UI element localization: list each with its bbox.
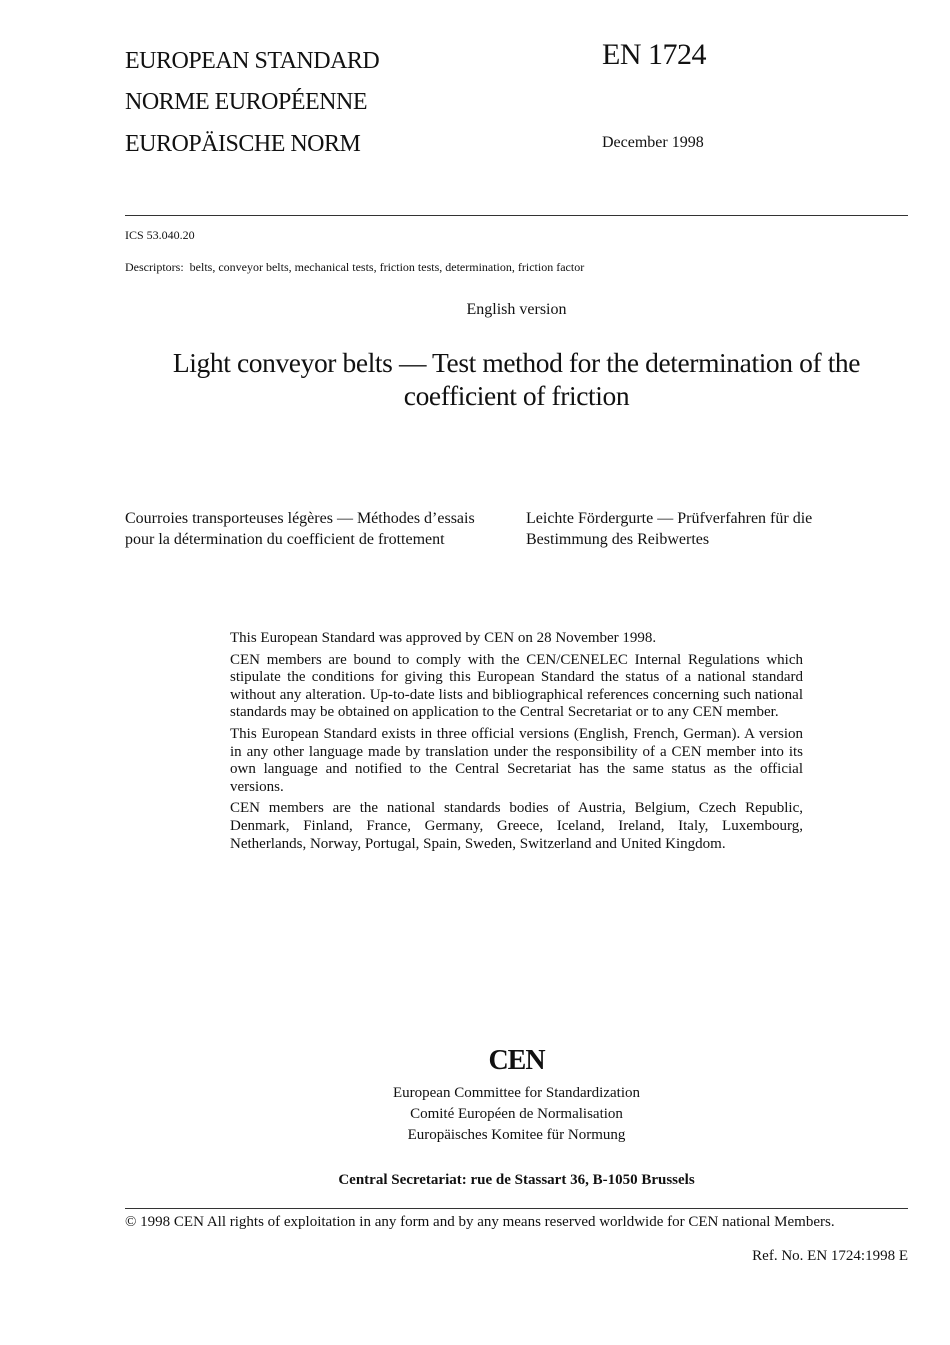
language-version: English version [466,301,567,318]
approval-paragraph: CEN members are the national standards bodies of Austria, Belgium, Czech Republic, Denmark, Finland, France, Germany, Greece, Iceland, Ireland, Italy, Luxembourg, Netherlands, Norway, Portugal, Spain, Sweden, Switzerland and United Kingdom. [230,800,803,852]
publication-date: December 1998 [602,134,704,151]
standard-number: EN 1724 [602,38,706,71]
german-title: Leichte Fördergurte — Prüfverfahren für die Bestimmung des Reibwertes [526,510,813,548]
central-secretariat: Central Secretariat: rue de Stassart 36, B-1050 Brussels [338,1172,695,1188]
standard-name-french: NORME EUROPÉENNE [125,89,367,115]
cen-name-german: Europäisches Komitee für Normung [407,1127,626,1143]
approval-paragraph: This European Standard was approved by CEN on 28 November 1998. [230,630,657,646]
standard-name-german: EUROPÄISCHE NORM [125,131,361,157]
reference-number: Ref. No. EN 1724:1998 E [752,1248,908,1264]
cen-logo: CEN [488,1045,545,1076]
descriptors: Descriptors: belts, conveyor belts, mechanical tests, friction tests, determination, friction factor [125,260,585,274]
cen-name-english: European Committee for Standardization [392,1085,640,1101]
approval-paragraph: CEN members are bound to comply with the CEN/CENELEC Internal Regulations which stipulate the conditions for giving this European Standard the status of a national standard without any alteration. Up-to-date lists and bibliographical references concerning such national standards may be obtained on application to the Central Secretariat or to any CEN member. [230,651,803,721]
cen-names [230,1083,803,1146]
cen-name-french: Comité Européen de Normalisation [410,1106,623,1122]
header-divider [125,215,908,216]
document-title-line-1: Light conveyor belts — Test method for the determination of the [172,347,861,378]
french-title: Courroies transporteuses légères — Méthodes d’essais pour la détermination du coefficient de frottement [125,510,475,548]
document-title-line-2: coefficient of friction [403,380,630,411]
ics-code: ICS 53.040.20 [125,228,195,242]
copyright-notice: © 1998 CEN All rights of exploitation in any form and by any means reserved worldwide for CEN national Members. [125,1214,835,1230]
footer-divider [125,1208,908,1209]
approval-statement [230,630,803,857]
approval-paragraph: This European Standard exists in three official versions (English, French, German). A version in any other language made by translation under the responsibility of a CEN member into its own language and notified to the Central Secretariat has the same status as the official versions. [230,725,803,795]
document-title [125,346,908,412]
standard-name-english: EUROPEAN STANDARD [125,48,380,74]
